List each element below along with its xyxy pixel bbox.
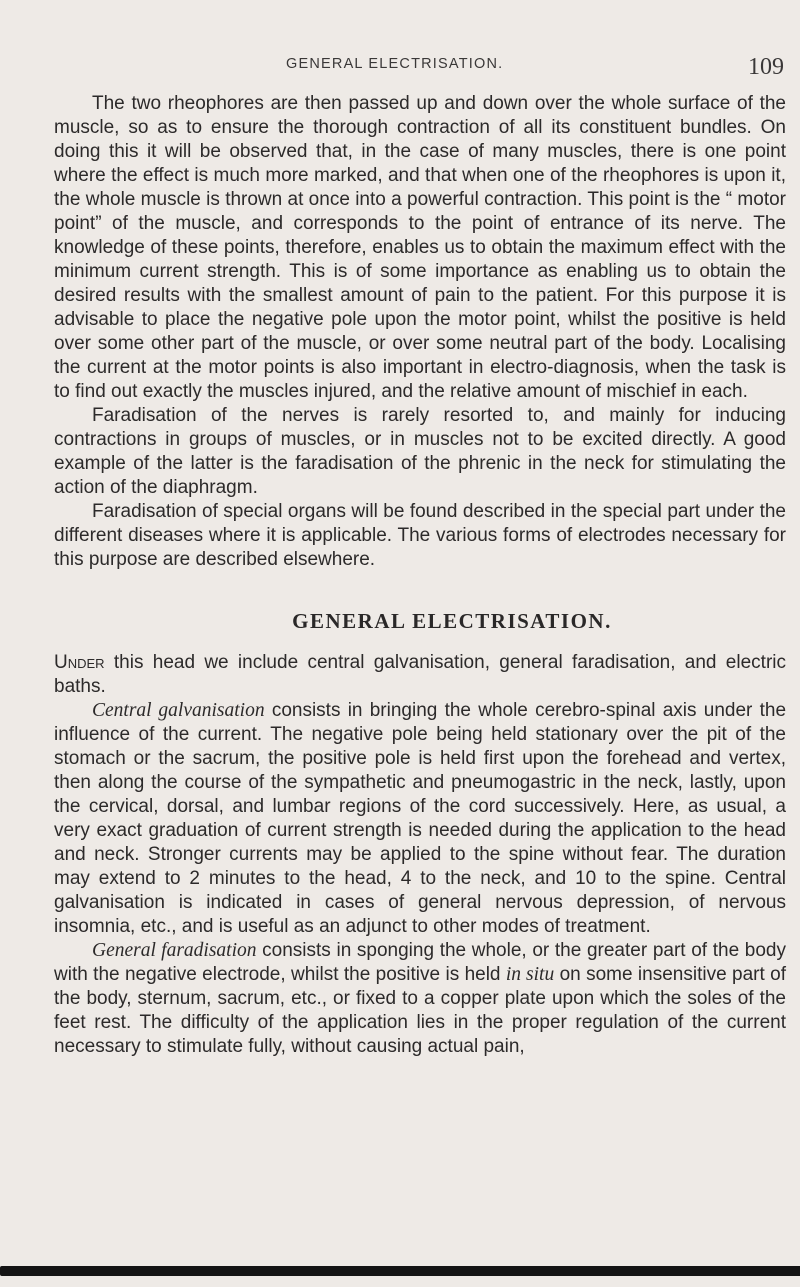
intro-lead-word: Under — [54, 652, 105, 673]
book-page — [54, 0, 787, 1287]
running-title: GENERAL ELECTRISATION. — [286, 56, 504, 72]
paragraph-general-faradisation — [54, 939, 786, 1059]
bottom-edge-rule — [0, 1266, 800, 1276]
section-heading-text: GENERAL ELECTRISATION. — [292, 609, 612, 633]
page-number: 109 — [748, 54, 784, 80]
running-head — [54, 56, 784, 86]
paragraph-faradisation-nerves: Faradisation of the nerves is rarely resorted to, and mainly for inducing contractions in groups of muscles, or in muscles not to be excited directly. A good example of the latter is the faradisation of the phrenic in the neck for stimulating the action of the diaphragm. — [54, 405, 786, 498]
paragraph-central-galvanisation — [54, 699, 786, 939]
general-faradisation-text-b: on some insensitive part of the body, sternum, sacrum, etc., or fixed to a copper plate upon which the soles of the feet rest. The difficulty of the application lies in the proper regulation of the current necessary to stimulate fully, without causing actual pain, — [54, 964, 786, 1057]
central-galvanisation-term: Central galvanisation — [92, 700, 265, 721]
body-text — [54, 92, 786, 1059]
general-faradisation-text-a: consists in sponging the whole, or the greater part of the body with the negative electrode, whilst the positive is held — [54, 940, 787, 985]
paragraph-intro — [54, 651, 786, 699]
intro-text: this head we include central galvanisation, general faradisation, and electric baths. — [54, 652, 786, 697]
paragraph-motor-point: The two rheophores are then passed up and down over the whole surface of the muscle, so as to ensure the thorough contraction of all its constituent bundles. On doing this it will be observed that, in the case of many muscles, there is one point where the effect is much more marked, and that when one of the rheophores is upon it, the whole muscle is thrown at once into a powerful contraction. This point is the “ motor point” of the muscle, and corresponds to the point of entrance of its nerve. The knowledge of these points, therefore, enables us to obtain the maximum effect with the minimum current strength. This is of some importance as enabling us to obtain the desired results with the smallest amount of pain to the patient. For this purpose it is advisable to place the negative pole upon the motor point, whilst the positive is held over some other part of the muscle, or over some neutral part of the body. Localising the current at the motor points is also important in electro-diagnosis, when the task is to find out exactly the muscles injured, and the relative amount of mischief in each. — [54, 93, 786, 402]
paragraph-faradisation-organs: Faradisation of special organs will be found described in the special part under the different diseases where it is applicable. The various forms of electrodes necessary for this purpose are described elsewhere. — [54, 501, 786, 570]
in-situ-term: in situ — [505, 964, 555, 985]
central-galvanisation-text: consists in bringing the whole cerebro-spinal axis under the influence of the current. The negative pole being held stationary over the pit of the stomach or the sacrum, the positive pole is held first upon the forehead and vertex, then along the course of the sympathetic and pneumogastric in the neck, lastly, upon the cervical, dorsal, and lumbar regions of the cord successively. Here, as usual, a very exact graduation of current strength is needed during the application to the head and neck. Stronger currents may be applied to the spine without fear. The duration may extend to 2 minutes to the head, 4 to the neck, and 10 to the spine. Central galvanisation is indicated in cases of general nervous depression, of nervous insomnia, etc., and is useful as an adjunct to other modes of treatment. — [54, 700, 787, 937]
section-heading — [54, 609, 786, 633]
general-faradisation-term: General faradisation — [92, 940, 257, 961]
